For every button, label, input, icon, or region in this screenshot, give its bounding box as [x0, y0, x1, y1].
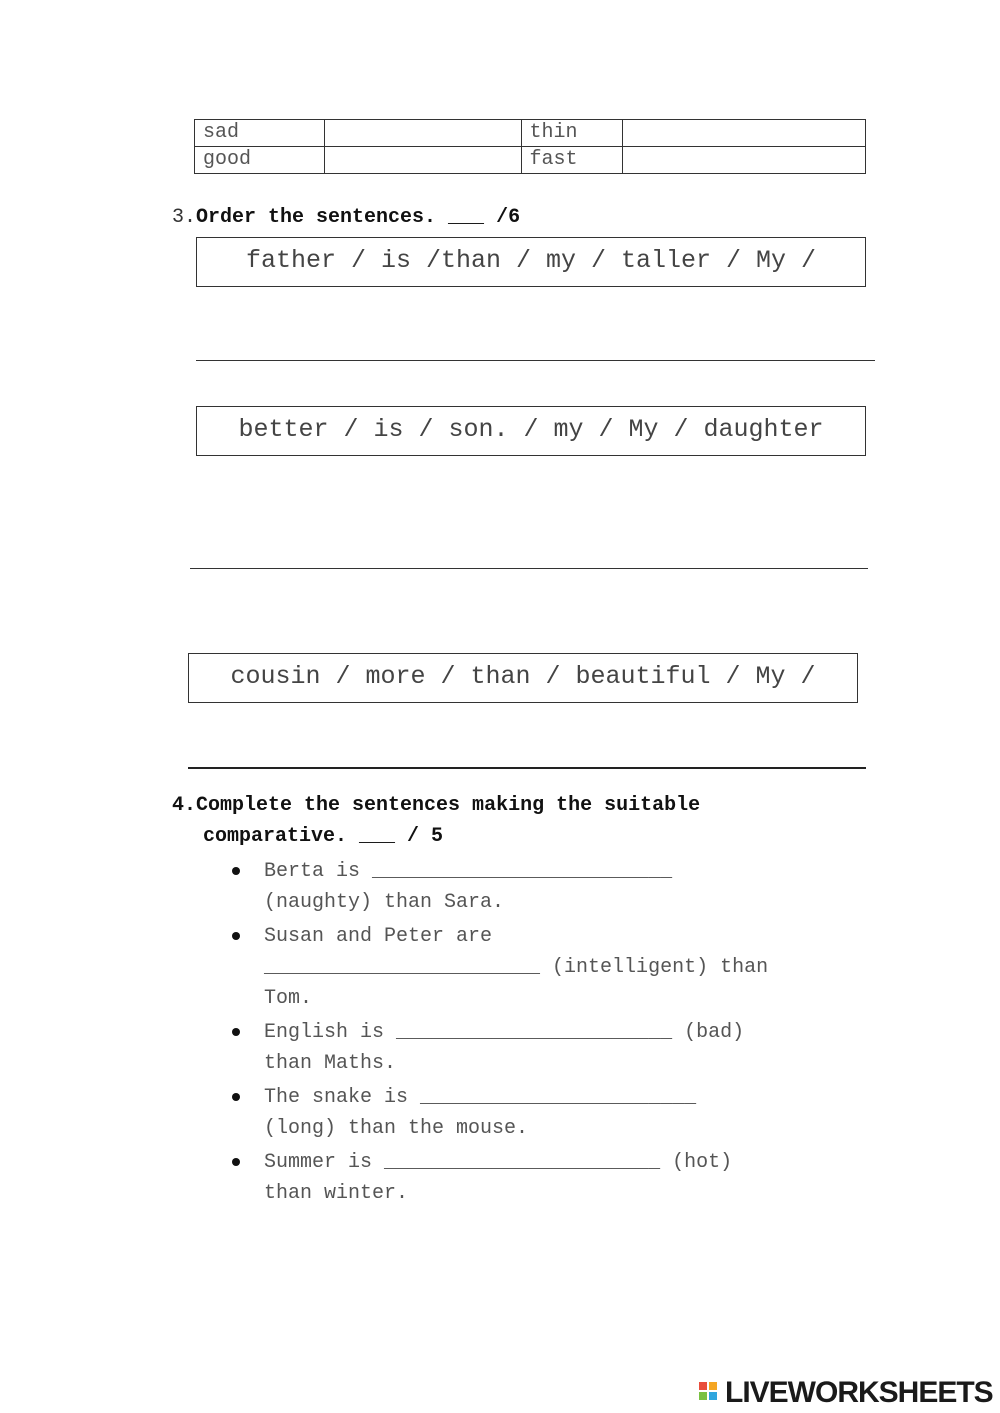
- section-4-title-line1: 4.Complete the sentences making the suitable: [172, 794, 701, 817]
- word-table: [194, 119, 866, 174]
- table-cell: good: [195, 147, 325, 174]
- sentence-line: Susan and Peter are: [264, 925, 493, 948]
- sentence-line[interactable]: Berta is _________________________: [264, 860, 673, 883]
- logo-mark-icon: [697, 1378, 723, 1408]
- answer-cell[interactable]: [324, 147, 521, 174]
- scrambled-sentence-box: better / is / son. / my / My / daughter: [196, 406, 866, 456]
- sentence-line[interactable]: _______________________ (intelligent) than: [264, 956, 769, 979]
- answer-cell[interactable]: [324, 120, 521, 147]
- list-item: [232, 856, 872, 918]
- sentence-line: than Maths.: [264, 1052, 397, 1075]
- answer-line[interactable]: [188, 767, 866, 769]
- list-item: [232, 1017, 872, 1079]
- liveworksheets-logo: [697, 1376, 993, 1410]
- section-4-number: 4.: [172, 794, 197, 817]
- scrambled-sentence-box: cousin / more / than / beautiful / My /: [188, 653, 858, 703]
- brand-name: LIVEWORKSHEETS: [725, 1376, 993, 1409]
- sentence-line[interactable]: The snake is _______________________: [264, 1086, 697, 1109]
- sentence-list: [232, 856, 872, 1212]
- sentence-line: (naughty) than Sara.: [264, 891, 505, 914]
- bullet-icon: [232, 1093, 240, 1101]
- sentence-line: (long) than the mouse.: [264, 1117, 529, 1140]
- table-row: [195, 120, 866, 147]
- bullet-icon: [232, 1158, 240, 1166]
- list-item: [232, 921, 872, 1014]
- table-cell: fast: [521, 147, 623, 174]
- section-4-title-line2: comparative. ___ / 5: [203, 825, 444, 848]
- bullet-icon: [232, 867, 240, 875]
- list-item: [232, 1147, 872, 1209]
- list-item: [232, 1082, 872, 1144]
- sentence-line: than winter.: [264, 1182, 409, 1205]
- sentence-line: Tom.: [264, 987, 313, 1010]
- answer-cell[interactable]: [623, 120, 866, 147]
- section-3-title-text: Order the sentences. ___ /6: [196, 206, 521, 229]
- section-3-title: [172, 202, 520, 233]
- sentence-line[interactable]: English is _______________________ (bad): [264, 1021, 745, 1044]
- sentence-line[interactable]: Summer is _______________________ (hot): [264, 1151, 733, 1174]
- table-cell: sad: [195, 120, 325, 147]
- bullet-icon: [232, 1028, 240, 1036]
- section-3-number: 3.: [172, 206, 197, 229]
- answer-cell[interactable]: [623, 147, 866, 174]
- answer-line[interactable]: [190, 568, 868, 569]
- table-cell: thin: [521, 120, 623, 147]
- section-4-title: [172, 790, 700, 852]
- bullet-icon: [232, 932, 240, 940]
- table-row: [195, 147, 866, 174]
- scrambled-sentence-box: father / is /than / my / taller / My /: [196, 237, 866, 287]
- answer-line[interactable]: [196, 360, 875, 361]
